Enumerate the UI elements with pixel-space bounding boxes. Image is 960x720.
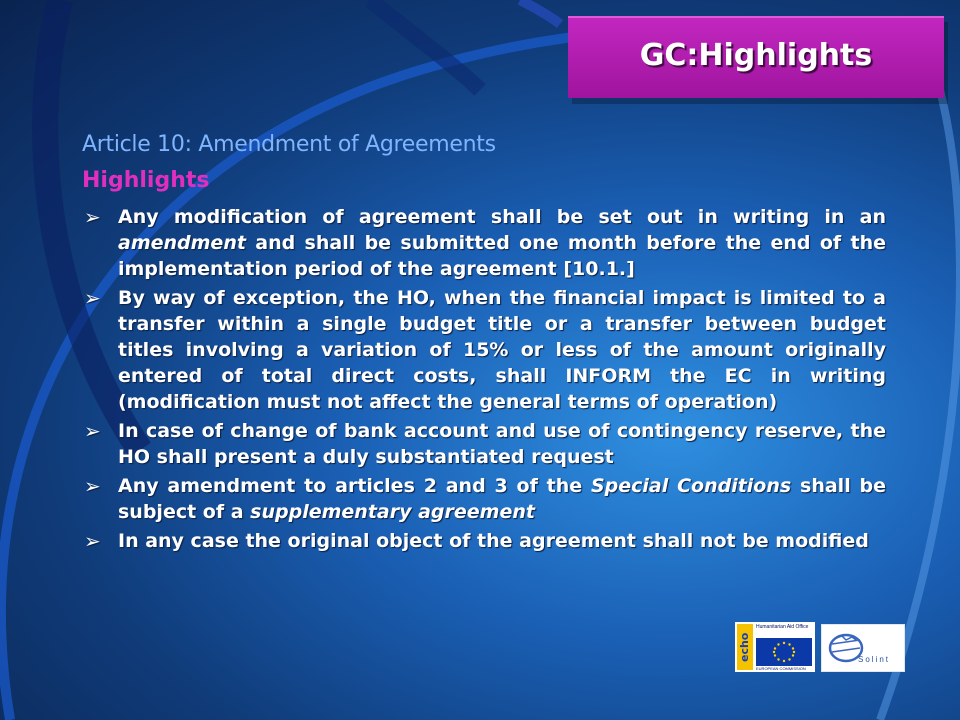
text-run: Any amendment to articles 2 and 3 of the bbox=[118, 475, 591, 497]
solint-wordmark: Solint bbox=[858, 655, 891, 664]
bullet-list bbox=[82, 204, 886, 557]
partner-logos bbox=[735, 622, 905, 672]
echo-office-label: Humanitarian Aid Office bbox=[756, 624, 809, 630]
bullet-text bbox=[118, 420, 886, 468]
solint-logo bbox=[821, 624, 905, 672]
article-subtitle: Article 10: Amendment of Agreements bbox=[82, 132, 496, 157]
text-run: shall be subject of a bbox=[118, 475, 887, 523]
section-heading: Highlights bbox=[82, 168, 210, 193]
arrow-bullet-icon: ➢ bbox=[84, 286, 101, 310]
eu-commission-label: EUROPEAN COMMISSION bbox=[756, 666, 806, 671]
text-run-italic: supplementary agreement bbox=[250, 501, 535, 523]
bullet-text bbox=[118, 475, 886, 523]
echo-wordmark: echo bbox=[737, 624, 753, 670]
text-run: Any modification of agreement shall be set out in writing in an bbox=[118, 206, 886, 228]
bullet-text bbox=[118, 287, 886, 413]
text-run: and shall be submitted one month before the end of the implementation period of the agreement [10.1.] bbox=[118, 232, 886, 280]
text-run-italic: amendment bbox=[118, 232, 246, 254]
arrow-bullet-icon: ➢ bbox=[84, 529, 101, 553]
arrow-bullet-icon: ➢ bbox=[84, 419, 101, 443]
bullet-text bbox=[118, 530, 869, 552]
text-run: In any case the original object of the agreement shall not be modified bbox=[118, 530, 869, 552]
text-run: By way of exception, the HO, when the financial impact is limited to a transfer within a single budget title or a transfer between budget titles involving a variation of 15% or less of the amount originally entered of total direct costs, shall INFORM the EC in writing (modification must not affect the general terms of operation) bbox=[118, 287, 886, 413]
eu-flag-icon bbox=[756, 638, 812, 666]
text-run: In case of change of bank account and use of contingency reserve, the HO shall present a duly substantiated request bbox=[118, 420, 886, 468]
arrow-bullet-icon: ➢ bbox=[84, 205, 101, 229]
slide-title: GC:Highlights bbox=[639, 38, 873, 73]
bullet-text bbox=[118, 206, 886, 280]
bullet-item bbox=[82, 418, 886, 470]
bullet-item bbox=[82, 204, 886, 282]
title-banner bbox=[568, 16, 944, 98]
bullet-item bbox=[82, 473, 886, 525]
echo-logo bbox=[735, 622, 815, 672]
arrow-bullet-icon: ➢ bbox=[84, 474, 101, 498]
bullet-item bbox=[82, 528, 886, 554]
text-run-italic: Special Conditions bbox=[590, 475, 792, 497]
bullet-item bbox=[82, 285, 886, 415]
